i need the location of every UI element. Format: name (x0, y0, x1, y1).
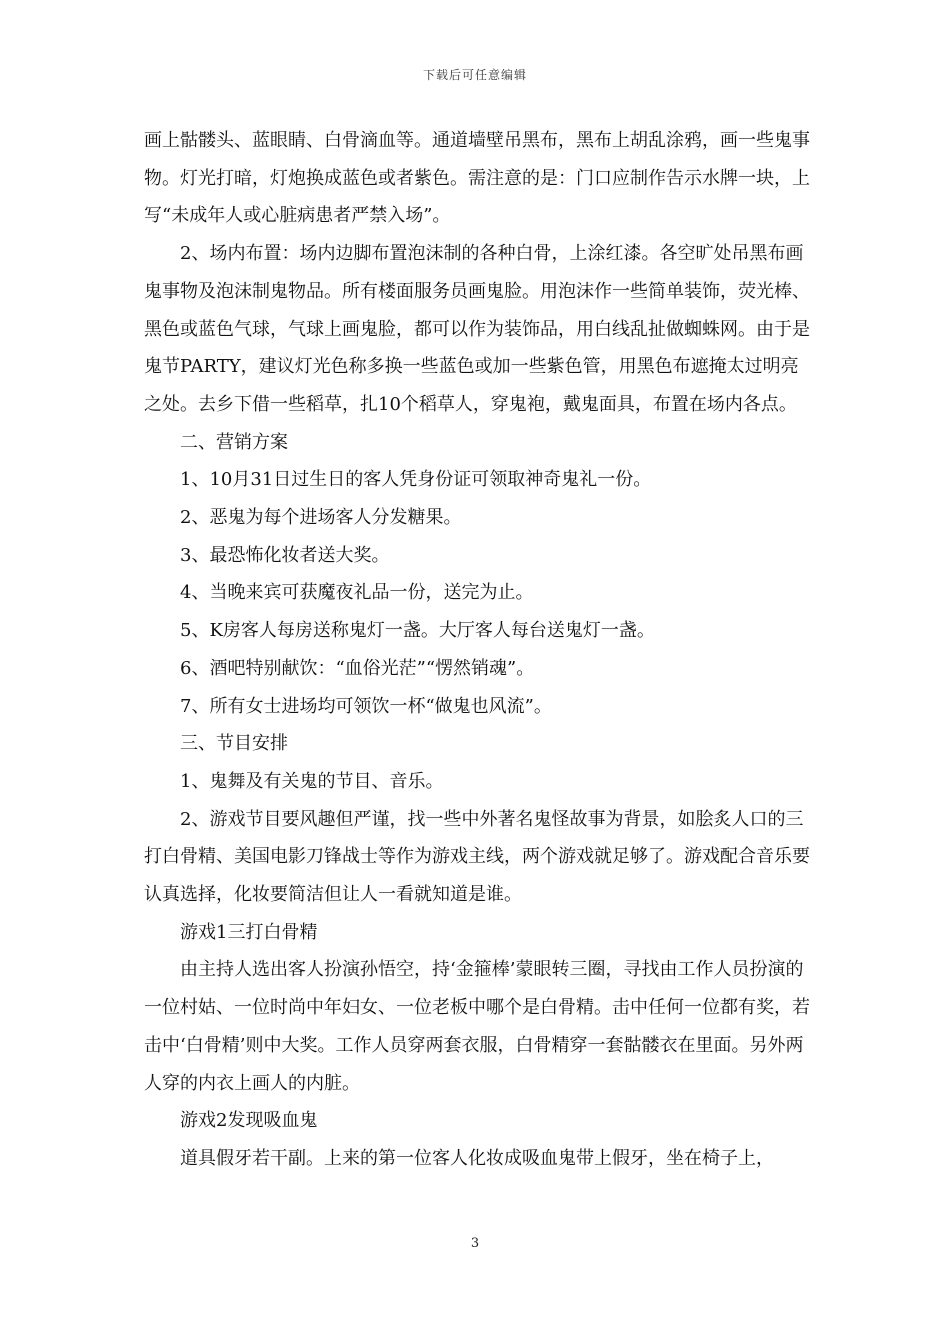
list-item: 6、酒吧特别献饮：“血俗光茫”“愣然销魂”。 (180, 657, 535, 679)
paragraph: 2、场内布置：场内边脚布置泡沫制的各种白骨，上涂红漆。各空旷处吊黑布画鬼事物及泡沫制鬼物品。所有楼面服务员画鬼脸。用泡沫作一些简单装饰，荧光棒、黑色或蓝色气球，气球上画鬼脸，都可以作为装饰品，用白线乱扯做蜘蛛网。由于是鬼节PARTY，建议灯光色称多换一些蓝色或加一些紫色管，用黑色布遮掩太过明亮之处。去乡下借一些稻草，扎10个稻草人，穿鬼袍，戴鬼面具，布置在场内各点。 (144, 243, 810, 415)
list-item: 1、鬼舞及有关鬼的节目、音乐。 (180, 770, 444, 792)
list-item: 1、10月31日过生日的客人凭身份证可领取神奇鬼礼一份。 (180, 469, 652, 491)
subheading: 游戏1三打白骨精 (180, 921, 318, 943)
list-item: 2、恶鬼为每个进场客人分发糖果。 (180, 507, 462, 529)
list-item: 5、K房客人每房送称鬼灯一盏。大厅客人每台送鬼灯一盏。 (180, 620, 655, 642)
paragraph: 2、游戏节目要风趣但严谨，找一些中外著名鬼怪故事为背景，如脍炙人口的三打白骨精、美国电影刀锋战士等作为游戏主线，两个游戏就足够了。游戏配合音乐要认真选择，化妆要简洁但让人一看就知道是谁。 (144, 808, 810, 906)
paragraph: 由主持人选出客人扮演孙悟空，持‘金箍棒’蒙眼转三圈，寻找由工作人员扮演的一位村姑、一位时尚中年妇女、一位老板中哪个是白骨精。击中任何一位都有奖，若击中‘白骨精’则中大奖。工作人员穿两套衣服，白骨精穿一套骷髅衣在里面。另外两人穿的内衣上画人的内脏。 (144, 959, 810, 1094)
list-item: 7、所有女士进场均可领饮一杯“做鬼也风流”。 (180, 695, 552, 717)
list-item: 3、最恐怖化妆者送大奖。 (180, 544, 390, 566)
paragraph: 道具假牙若干副。上来的第一位客人化妆成吸血鬼带上假牙，坐在椅子上， (180, 1147, 774, 1169)
subheading: 游戏2发现吸血鬼 (180, 1110, 318, 1132)
paragraph: 画上骷髅头、蓝眼睛、白骨滴血等。通道墙壁吊黑布，黑布上胡乱涂鸦，画一些鬼事物。灯光打暗，灯炮换成蓝色或者紫色。需注意的是：门口应制作告示水牌一块，上写“未成年人或心脏病患者严禁入场”。 (144, 130, 810, 227)
section-heading: 二、营销方案 (180, 431, 288, 453)
section-heading: 三、节目安排 (180, 733, 288, 755)
page-number: 3 (470, 1236, 480, 1251)
document-body (144, 122, 816, 1178)
list-item: 4、当晚来宾可获魔夜礼品一份，送完为止。 (180, 582, 534, 604)
page-header: 下载后可任意编辑 (422, 68, 527, 82)
